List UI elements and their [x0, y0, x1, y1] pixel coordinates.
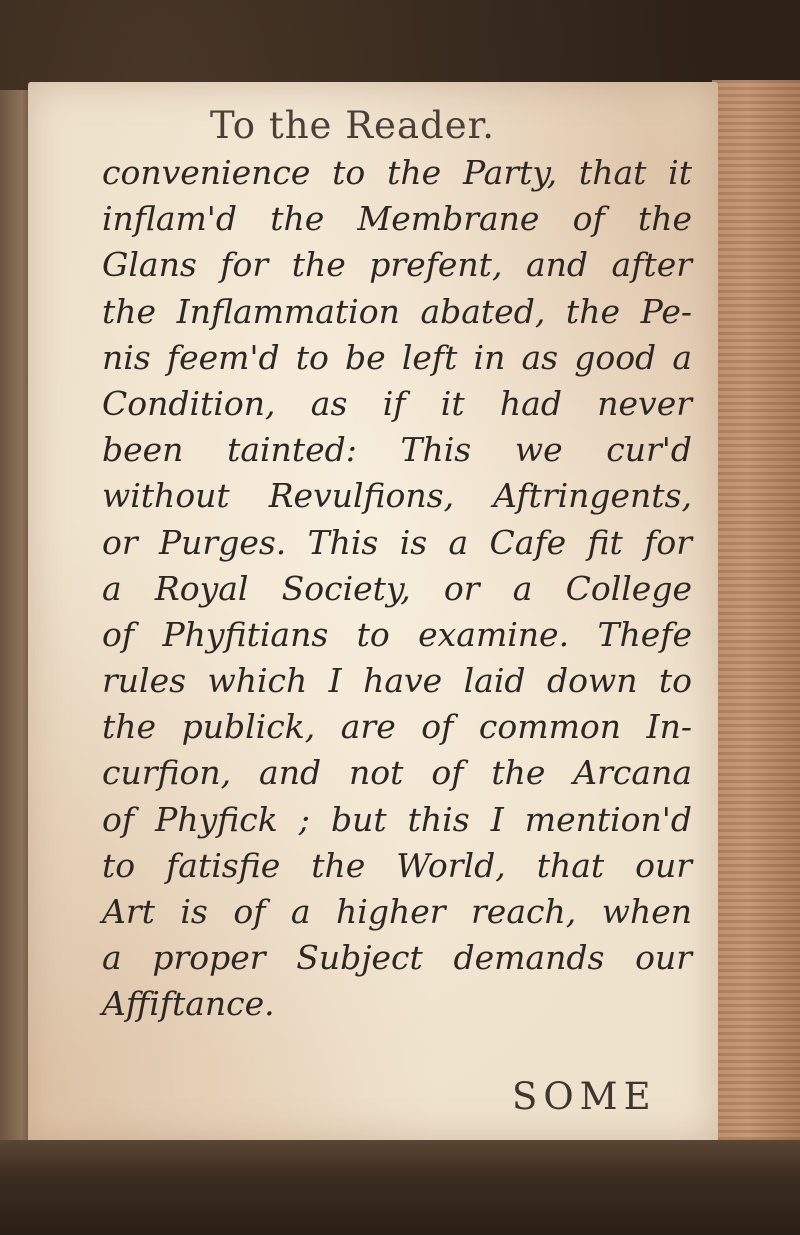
text-line: of Phyfitians to examine. Thefe: [102, 614, 692, 654]
text-line: curfion, and not of the Arcana: [102, 753, 692, 793]
bottom-scan-edge: [0, 1140, 800, 1235]
text-line: been tainted: This we cur'd: [102, 430, 692, 470]
text-line: convenience to the Party, that it: [102, 153, 692, 192]
text-line: to fatisfie the World, that our: [102, 845, 692, 885]
text-line: or Purges. This is a Cafe fit for: [102, 522, 692, 562]
catchword: SOME: [512, 1075, 657, 1118]
text-line: Condition, as if it had never: [102, 383, 692, 423]
text-line: rules which I have laid down to: [102, 661, 692, 701]
text-line: a proper Subject demands our: [102, 938, 692, 978]
right-page-edge: [712, 80, 800, 1140]
body-text: [102, 150, 692, 1028]
text-line: Glans for the prefent, and after: [102, 245, 692, 285]
text-line: the publick, are of common In-: [102, 707, 692, 747]
text-line: nis feem'd to be left in as good a: [102, 337, 692, 377]
text-line: the Inflammation abated, the Pe-: [102, 291, 692, 331]
text-line: Affiftance.: [102, 984, 275, 1024]
text-line: of Phyfick ; but this I mention'd: [102, 799, 692, 839]
text-line: Art is of a higher reach, when: [102, 892, 692, 931]
text-line: without Revulfions, Aftringents,: [102, 476, 692, 516]
text-line: a Royal Society, or a College: [102, 568, 692, 608]
text-line: inflam'd the Membrane of the: [102, 199, 692, 239]
running-head: To the Reader.: [210, 104, 495, 147]
